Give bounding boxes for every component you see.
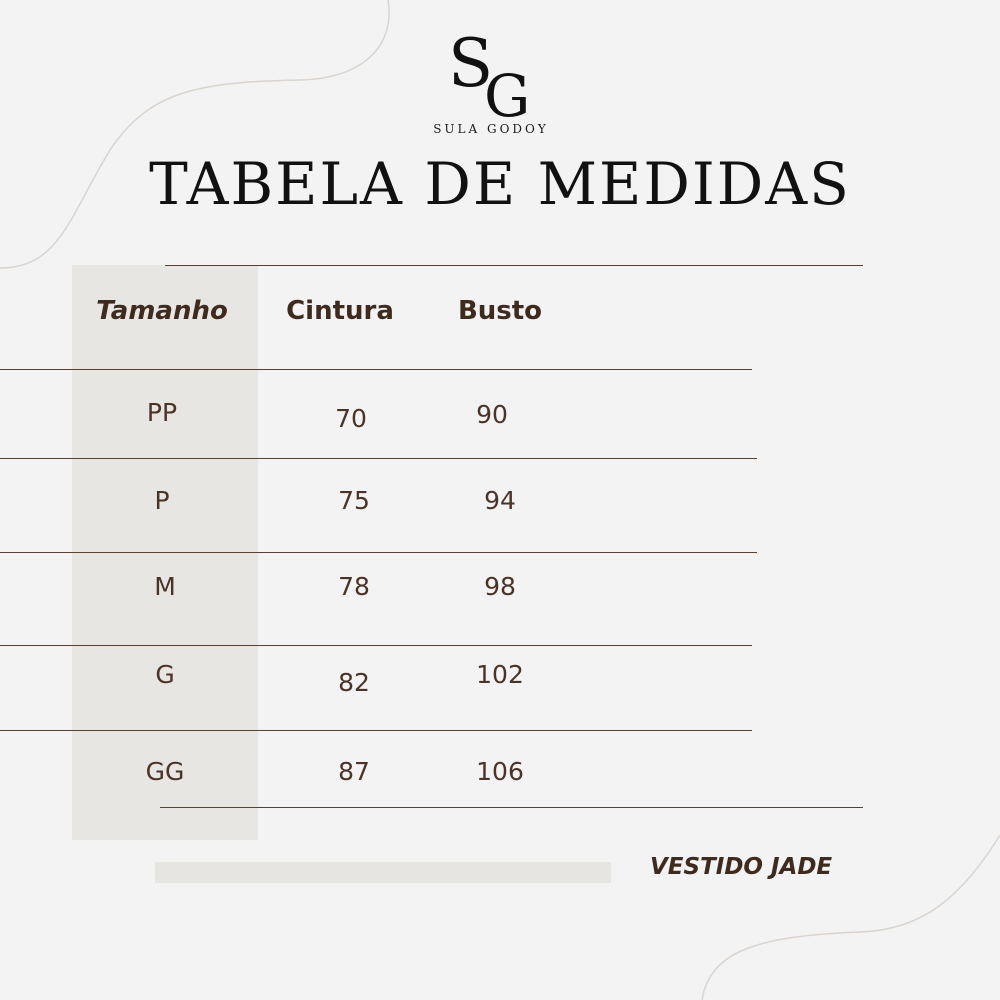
table-rule-row-4 xyxy=(0,730,752,731)
row-3-waist: 78 xyxy=(338,572,370,601)
table-rule-bottom xyxy=(160,807,863,808)
row-4-bust: 102 xyxy=(476,660,524,689)
page-title: TABELA DE MEDIDAS xyxy=(149,150,851,218)
table-rule-row-2 xyxy=(0,552,757,553)
product-name: VESTIDO JADE xyxy=(650,854,833,880)
table-rule-row-1 xyxy=(0,458,757,459)
table-rule-row-3 xyxy=(0,645,752,646)
row-5-size: GG xyxy=(145,757,185,786)
row-2-bust: 94 xyxy=(484,486,516,515)
row-1-bust: 90 xyxy=(476,400,508,429)
top-left-curve xyxy=(0,0,389,268)
footer-accent-bar xyxy=(155,862,611,883)
row-3-bust: 98 xyxy=(484,572,516,601)
logo-letter-s: S xyxy=(448,25,494,102)
row-4-waist: 82 xyxy=(338,668,370,697)
row-1-size: PP xyxy=(146,398,178,427)
sg-monogram-logo xyxy=(440,18,540,118)
header-waist: Cintura xyxy=(286,296,394,326)
logo-letter-g: G xyxy=(484,62,531,118)
row-5-waist: 87 xyxy=(338,757,370,786)
table-rule-top xyxy=(165,265,863,266)
row-4-size: G xyxy=(155,660,175,689)
row-3-size: M xyxy=(154,572,176,601)
row-2-size: P xyxy=(154,486,170,515)
row-5-bust: 106 xyxy=(476,757,524,786)
header-size: Tamanho xyxy=(96,296,228,326)
row-2-waist: 75 xyxy=(338,486,370,515)
brand-name: SULA GODOY xyxy=(433,122,549,136)
row-1-waist: 70 xyxy=(335,404,367,433)
header-bust: Busto xyxy=(457,296,543,326)
table-rule-header xyxy=(0,369,752,370)
